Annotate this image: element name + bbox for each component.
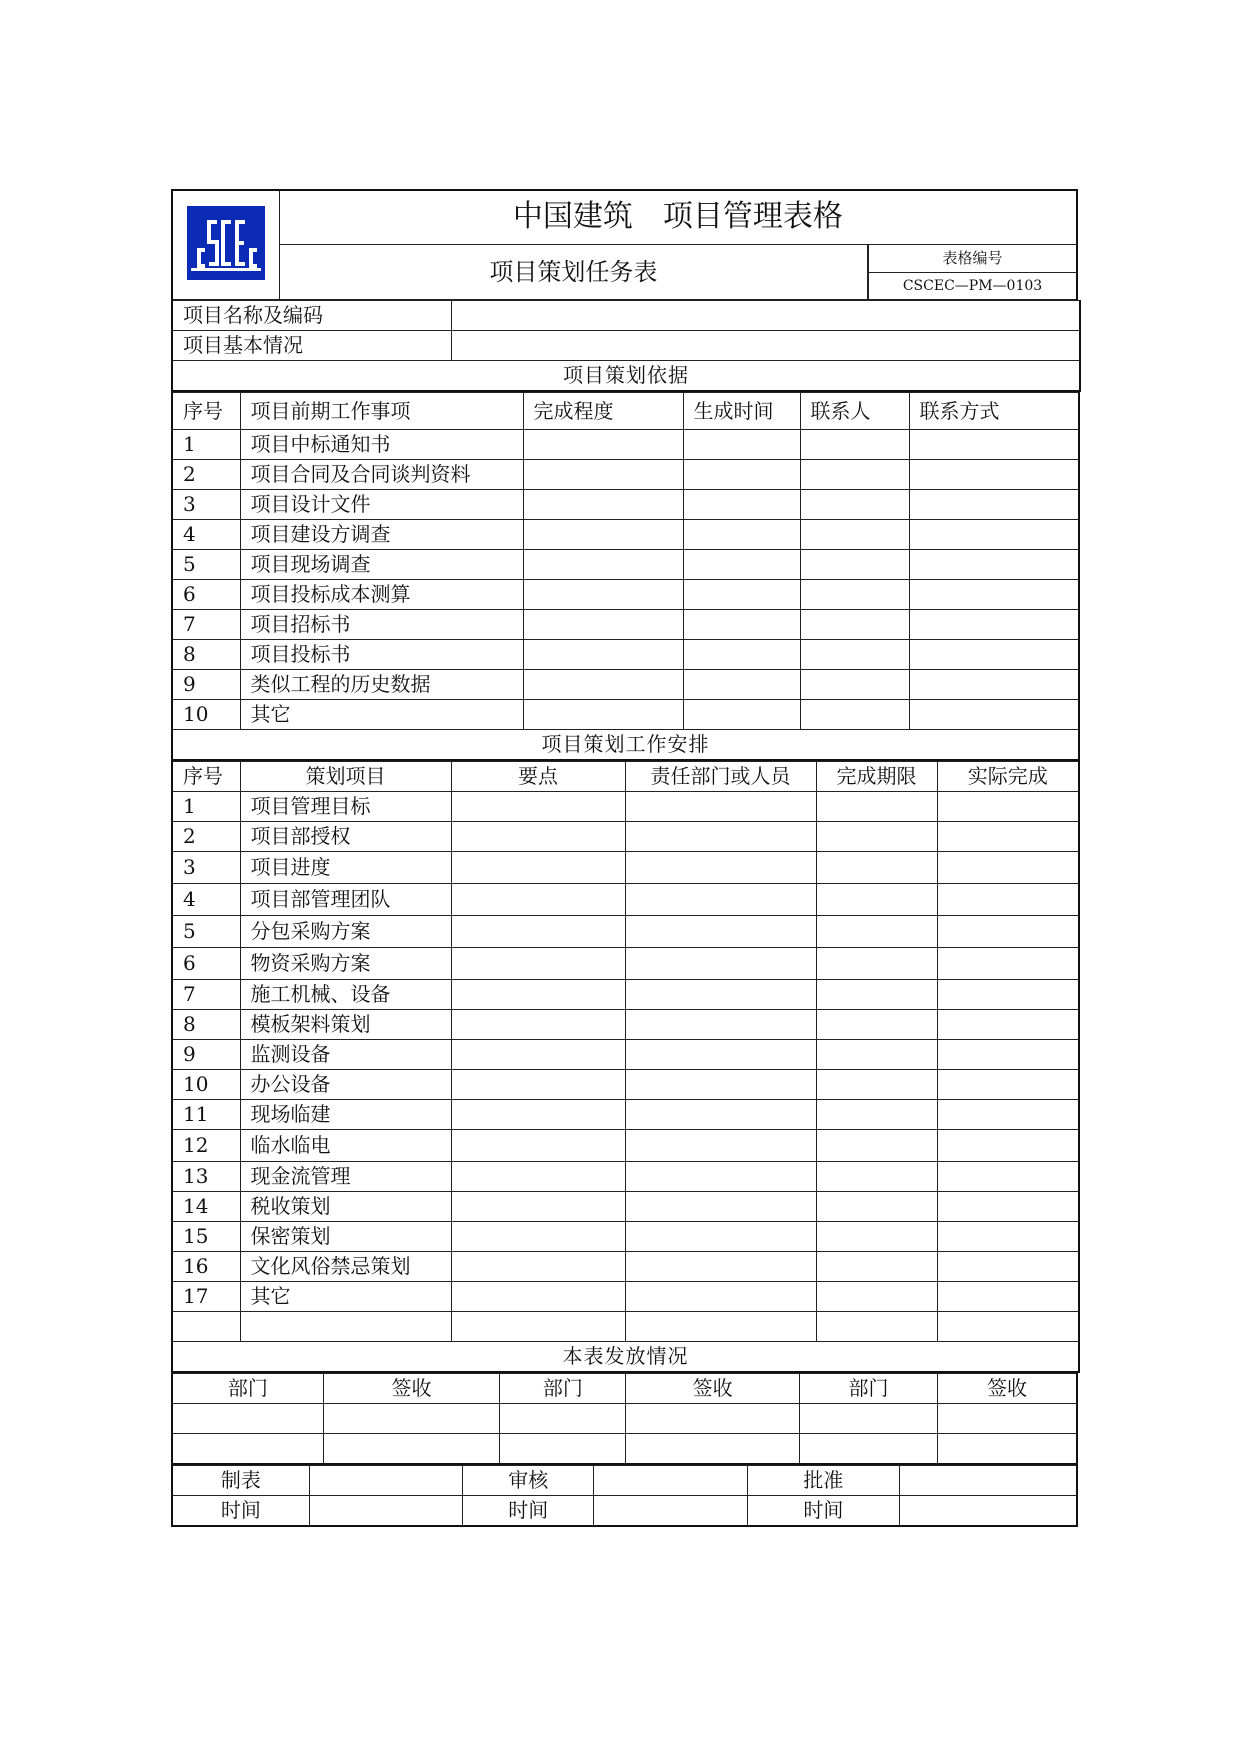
owner-cell[interactable]	[625, 979, 816, 1009]
row-no: 5	[172, 915, 240, 947]
row-item: 模板架料策划	[240, 1009, 451, 1039]
table-row	[172, 669, 1079, 699]
plan-col-owner: 责任部门或人员	[625, 761, 816, 791]
cscec-logo-icon	[187, 206, 265, 280]
form-code-label: 表格编号	[869, 245, 1076, 273]
plan-header-row	[172, 761, 1079, 791]
basis-col-progress: 完成程度	[523, 392, 683, 429]
basis-section-title: 项目策划依据	[172, 360, 1080, 391]
row-item: 项目中标通知书	[240, 429, 523, 459]
contact-cell[interactable]	[800, 579, 909, 609]
form-code-box	[868, 245, 1076, 299]
time-row	[172, 1495, 1077, 1526]
basis-col-contact: 联系人	[800, 392, 909, 429]
sign-label: 签收	[323, 1373, 499, 1403]
row-item: 项目管理目标	[240, 791, 451, 821]
approve-label: 批准	[747, 1465, 899, 1495]
row-no: 2	[172, 821, 240, 851]
owner-cell[interactable]	[625, 1099, 816, 1129]
row-no: 17	[172, 1281, 240, 1311]
row-item: 分包采购方案	[240, 915, 451, 947]
method-cell[interactable]	[909, 579, 1079, 609]
row-no: 1	[172, 791, 240, 821]
make-label: 制表	[172, 1465, 309, 1495]
dept-cell[interactable]	[799, 1403, 937, 1433]
row-no: 9	[172, 669, 240, 699]
row-no: 11	[172, 1099, 240, 1129]
sign-cell[interactable]	[323, 1433, 499, 1464]
row-no[interactable]	[172, 1311, 240, 1341]
table-row	[172, 851, 1079, 883]
contact-cell[interactable]	[800, 429, 909, 459]
row-item: 监测设备	[240, 1039, 451, 1069]
time-label: 时间	[172, 1495, 309, 1526]
key-cell[interactable]	[451, 851, 625, 883]
deadline-cell[interactable]	[816, 947, 937, 979]
row-no: 4	[172, 883, 240, 915]
contact-cell[interactable]	[800, 519, 909, 549]
dept-cell[interactable]	[500, 1433, 626, 1464]
actual-cell[interactable]	[937, 1191, 1079, 1221]
basis-header-row	[172, 392, 1079, 429]
basis-col-no: 序号	[172, 392, 240, 429]
table-row	[172, 791, 1079, 821]
deadline-cell[interactable]	[816, 1009, 937, 1039]
actual-cell[interactable]	[937, 1281, 1079, 1311]
deadline-cell[interactable]	[816, 1129, 937, 1161]
row-item: 项目设计文件	[240, 489, 523, 519]
table-row	[172, 1039, 1079, 1069]
table-row	[172, 915, 1079, 947]
method-cell[interactable]	[909, 429, 1079, 459]
row-no: 10	[172, 1069, 240, 1099]
deadline-cell[interactable]	[816, 791, 937, 821]
deadline-cell[interactable]	[816, 1221, 937, 1251]
sign-label: 签收	[938, 1373, 1077, 1403]
row-no: 3	[172, 851, 240, 883]
row-item: 项目进度	[240, 851, 451, 883]
progress-cell[interactable]	[523, 699, 683, 729]
actual-cell[interactable]	[937, 1069, 1079, 1099]
method-cell[interactable]	[909, 609, 1079, 639]
row-no: 1	[172, 429, 240, 459]
row-no: 4	[172, 519, 240, 549]
table-row	[172, 1009, 1079, 1039]
row-item: 项目合同及合同谈判资料	[240, 459, 523, 489]
dept-label: 部门	[172, 1373, 323, 1403]
sign-cell[interactable]	[626, 1403, 799, 1433]
row-item: 文化风俗禁忌策划	[240, 1251, 451, 1281]
row-no: 9	[172, 1039, 240, 1069]
dept-cell[interactable]	[799, 1433, 937, 1464]
sign-cell[interactable]	[938, 1433, 1077, 1464]
progress-cell[interactable]	[523, 669, 683, 699]
owner-cell[interactable]	[625, 1039, 816, 1069]
key-cell[interactable]	[451, 947, 625, 979]
owner-cell[interactable]	[625, 1161, 816, 1191]
row-no: 14	[172, 1191, 240, 1221]
row-no: 10	[172, 699, 240, 729]
table-row	[172, 1281, 1079, 1311]
logo-cell	[172, 190, 279, 299]
table-row	[172, 1129, 1079, 1161]
row-no: 8	[172, 1009, 240, 1039]
form-title: 中国建筑 项目管理表格	[279, 190, 1077, 244]
key-cell[interactable]	[451, 915, 625, 947]
key-cell[interactable]	[451, 1161, 625, 1191]
dept-label: 部门	[500, 1373, 626, 1403]
main-table	[171, 300, 1081, 392]
plan-col-item: 策划项目	[240, 761, 451, 791]
table-row	[172, 1069, 1079, 1099]
form-header	[171, 189, 1078, 300]
plan-table	[171, 761, 1080, 1373]
deadline-cell[interactable]	[816, 1161, 937, 1191]
row-item: 项目部授权	[240, 821, 451, 851]
owner-cell[interactable]	[625, 1129, 816, 1161]
sign-cell[interactable]	[938, 1403, 1077, 1433]
time-cell[interactable]	[683, 429, 800, 459]
actual-cell[interactable]	[937, 851, 1079, 883]
actual-cell[interactable]	[937, 883, 1079, 915]
row-item: 税收策划	[240, 1191, 451, 1221]
plan-col-actual: 实际完成	[937, 761, 1079, 791]
progress-cell[interactable]	[523, 609, 683, 639]
approval-row	[172, 1465, 1077, 1495]
owner-cell[interactable]	[625, 883, 816, 915]
basis-col-method: 联系方式	[909, 392, 1079, 429]
owner-cell[interactable]	[625, 791, 816, 821]
table-row	[172, 947, 1079, 979]
row-no: 7	[172, 609, 240, 639]
project-name-field[interactable]	[451, 300, 1080, 330]
distribution-section-title: 本表发放情况	[172, 1341, 1079, 1372]
table-row	[172, 699, 1079, 729]
distribution-row	[172, 1403, 1077, 1433]
form-code-value: CSCEC—PM—0103	[869, 273, 1076, 299]
row-item: 其它	[240, 699, 523, 729]
progress-cell[interactable]	[523, 579, 683, 609]
owner-cell[interactable]	[625, 1191, 816, 1221]
review-label: 审核	[463, 1465, 594, 1495]
method-cell[interactable]	[909, 699, 1079, 729]
contact-cell[interactable]	[800, 549, 909, 579]
row-no: 13	[172, 1161, 240, 1191]
time-cell[interactable]	[683, 639, 800, 669]
method-cell[interactable]	[909, 639, 1079, 669]
owner-cell[interactable]	[625, 947, 816, 979]
time-cell[interactable]	[683, 549, 800, 579]
table-row	[172, 821, 1079, 851]
time-cell[interactable]	[683, 579, 800, 609]
key-cell[interactable]	[451, 821, 625, 851]
progress-cell[interactable]	[523, 639, 683, 669]
deadline-cell[interactable]	[816, 1251, 937, 1281]
owner-cell[interactable]	[625, 1009, 816, 1039]
key-cell[interactable]	[451, 1009, 625, 1039]
actual-cell[interactable]	[937, 1161, 1079, 1191]
table-row	[172, 549, 1079, 579]
deadline-cell[interactable]	[816, 1281, 937, 1311]
table-row	[172, 519, 1079, 549]
row-item: 项目部管理团队	[240, 883, 451, 915]
key-cell[interactable]	[451, 1251, 625, 1281]
method-cell[interactable]	[909, 549, 1079, 579]
table-row	[172, 429, 1079, 459]
row-no: 5	[172, 549, 240, 579]
row-item: 保密策划	[240, 1221, 451, 1251]
plan-section-title: 项目策划工作安排	[172, 729, 1079, 760]
row-item: 现场临建	[240, 1099, 451, 1129]
time-cell[interactable]	[683, 519, 800, 549]
table-row	[172, 609, 1079, 639]
key-cell[interactable]	[451, 1129, 625, 1161]
progress-cell[interactable]	[523, 429, 683, 459]
approval-table	[171, 1465, 1078, 1527]
deadline-cell[interactable]	[816, 1311, 937, 1341]
row-no: 15	[172, 1221, 240, 1251]
contact-cell[interactable]	[800, 699, 909, 729]
time-cell[interactable]	[683, 489, 800, 519]
owner-cell[interactable]	[625, 1251, 816, 1281]
progress-cell[interactable]	[523, 519, 683, 549]
row-item: 现金流管理	[240, 1161, 451, 1191]
actual-cell[interactable]	[937, 1099, 1079, 1129]
owner-cell[interactable]	[625, 1069, 816, 1099]
deadline-cell[interactable]	[816, 1191, 937, 1221]
key-cell[interactable]	[451, 791, 625, 821]
key-cell[interactable]	[451, 1039, 625, 1069]
actual-cell[interactable]	[937, 821, 1079, 851]
table-row-empty	[172, 1311, 1079, 1341]
method-cell[interactable]	[909, 489, 1079, 519]
project-basic-field[interactable]	[451, 330, 1080, 360]
table-row	[172, 459, 1079, 489]
deadline-cell[interactable]	[816, 1069, 937, 1099]
key-cell[interactable]	[451, 1191, 625, 1221]
row-item: 类似工程的历史数据	[240, 669, 523, 699]
row-item: 项目建设方调查	[240, 519, 523, 549]
row-item: 项目投标成本测算	[240, 579, 523, 609]
owner-cell[interactable]	[625, 1281, 816, 1311]
actual-cell[interactable]	[937, 1009, 1079, 1039]
time-cell[interactable]	[683, 699, 800, 729]
contact-cell[interactable]	[800, 639, 909, 669]
table-row	[172, 1099, 1079, 1129]
row-no: 2	[172, 459, 240, 489]
row-item: 项目招标书	[240, 609, 523, 639]
actual-cell[interactable]	[937, 915, 1079, 947]
method-cell[interactable]	[909, 459, 1079, 489]
dept-cell[interactable]	[172, 1433, 323, 1464]
owner-cell[interactable]	[625, 915, 816, 947]
row-no: 7	[172, 979, 240, 1009]
row-item[interactable]	[240, 1311, 451, 1341]
table-row	[172, 1221, 1079, 1251]
distribution-table	[171, 1373, 1078, 1465]
time-cell[interactable]	[683, 459, 800, 489]
time-cell[interactable]	[683, 609, 800, 639]
row-no: 3	[172, 489, 240, 519]
project-name-label: 项目名称及编码	[172, 300, 451, 330]
progress-cell[interactable]	[523, 459, 683, 489]
deadline-cell[interactable]	[816, 1039, 937, 1069]
row-no: 8	[172, 639, 240, 669]
key-cell[interactable]	[451, 1311, 625, 1341]
method-cell[interactable]	[909, 519, 1079, 549]
actual-cell[interactable]	[937, 791, 1079, 821]
plan-col-key: 要点	[451, 761, 625, 791]
table-row	[172, 1191, 1079, 1221]
contact-cell[interactable]	[800, 669, 909, 699]
table-row	[172, 489, 1079, 519]
progress-cell[interactable]	[523, 489, 683, 519]
actual-cell[interactable]	[937, 1129, 1079, 1161]
row-item: 办公设备	[240, 1069, 451, 1099]
deadline-cell[interactable]	[816, 851, 937, 883]
approve-time-field[interactable]	[900, 1495, 1077, 1526]
table-row	[172, 579, 1079, 609]
approve-field[interactable]	[900, 1465, 1077, 1495]
table-row	[172, 1251, 1079, 1281]
row-item: 施工机械、设备	[240, 979, 451, 1009]
table-row	[172, 979, 1079, 1009]
row-item: 临水临电	[240, 1129, 451, 1161]
dept-cell[interactable]	[500, 1403, 626, 1433]
key-cell[interactable]	[451, 979, 625, 1009]
distribution-row	[172, 1433, 1077, 1464]
method-cell[interactable]	[909, 669, 1079, 699]
owner-cell[interactable]	[625, 821, 816, 851]
table-row	[172, 639, 1079, 669]
distribution-header-row	[172, 1373, 1077, 1403]
owner-cell[interactable]	[625, 1311, 816, 1341]
row-no: 6	[172, 947, 240, 979]
make-time-field[interactable]	[309, 1495, 462, 1526]
basis-col-time: 生成时间	[683, 392, 800, 429]
cscec-logo	[187, 206, 265, 280]
contact-cell[interactable]	[800, 489, 909, 519]
review-field[interactable]	[594, 1465, 747, 1495]
contact-cell[interactable]	[800, 609, 909, 639]
row-no: 6	[172, 579, 240, 609]
actual-cell[interactable]	[937, 979, 1079, 1009]
sign-cell[interactable]	[626, 1433, 799, 1464]
dept-label: 部门	[799, 1373, 937, 1403]
plan-col-no: 序号	[172, 761, 240, 791]
sign-cell[interactable]	[323, 1403, 499, 1433]
dept-cell[interactable]	[172, 1403, 323, 1433]
row-no: 16	[172, 1251, 240, 1281]
project-basic-label: 项目基本情况	[172, 330, 451, 360]
form	[171, 189, 1078, 1527]
time-label: 时间	[463, 1495, 594, 1526]
owner-cell[interactable]	[625, 1221, 816, 1251]
row-item: 其它	[240, 1281, 451, 1311]
owner-cell[interactable]	[625, 851, 816, 883]
key-cell[interactable]	[451, 1281, 625, 1311]
actual-cell[interactable]	[937, 947, 1079, 979]
sign-label: 签收	[626, 1373, 799, 1403]
key-cell[interactable]	[451, 1099, 625, 1129]
progress-cell[interactable]	[523, 549, 683, 579]
form-subtitle: 项目策划任务表	[279, 244, 867, 299]
deadline-cell[interactable]	[816, 883, 937, 915]
row-no: 12	[172, 1129, 240, 1161]
row-item: 物资采购方案	[240, 947, 451, 979]
row-item: 项目现场调查	[240, 549, 523, 579]
time-label: 时间	[747, 1495, 899, 1526]
plan-col-deadline: 完成期限	[816, 761, 937, 791]
basis-col-item: 项目前期工作事项	[240, 392, 523, 429]
deadline-cell[interactable]	[816, 979, 937, 1009]
actual-cell[interactable]	[937, 1221, 1079, 1251]
table-row	[172, 883, 1079, 915]
actual-cell[interactable]	[937, 1039, 1079, 1069]
basis-table	[171, 392, 1080, 761]
key-cell[interactable]	[451, 1221, 625, 1251]
deadline-cell[interactable]	[816, 1099, 937, 1129]
deadline-cell[interactable]	[816, 821, 937, 851]
table-row	[172, 1161, 1079, 1191]
row-item: 项目投标书	[240, 639, 523, 669]
deadline-cell[interactable]	[816, 915, 937, 947]
key-cell[interactable]	[451, 1069, 625, 1099]
time-cell[interactable]	[683, 669, 800, 699]
review-time-field[interactable]	[594, 1495, 747, 1526]
make-field[interactable]	[309, 1465, 462, 1495]
actual-cell[interactable]	[937, 1251, 1079, 1281]
actual-cell[interactable]	[937, 1311, 1079, 1341]
contact-cell[interactable]	[800, 459, 909, 489]
key-cell[interactable]	[451, 883, 625, 915]
